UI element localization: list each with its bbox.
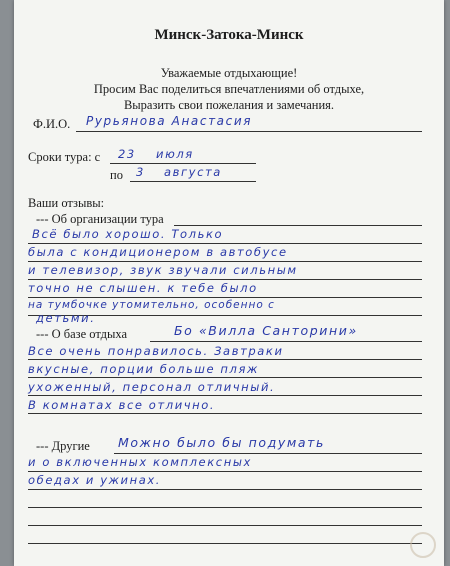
greeting: Уважаемые отдыхающие!	[160, 66, 298, 80]
org-text-line: и телевизор, звук звучали сильным	[28, 263, 298, 277]
request-line-2: Выразить свои пожелания и замечания.	[123, 98, 335, 112]
date-to-month: августа	[164, 165, 222, 179]
fio-line	[76, 131, 422, 132]
other-text-line: обедах и ужинах.	[28, 473, 162, 487]
other-line-3	[28, 507, 422, 508]
org-section-label: --- Об организации тура	[36, 212, 164, 226]
other-text-first: Можно было бы подумать	[118, 435, 326, 450]
base-line-0	[150, 341, 422, 342]
org-line-4	[28, 297, 422, 298]
org-text-line: была с кондиционером в автобусе	[28, 245, 288, 259]
base-text-line: В комнатах все отлично.	[28, 398, 216, 412]
date-to-day: 3	[136, 165, 145, 179]
org-text-line: Всё было хорошо. Только	[32, 227, 224, 241]
base-section-label: --- О базе отдыха	[36, 327, 128, 341]
other-line-4	[28, 525, 422, 526]
request-line-1: Просим Вас поделиться впечатлениями об отдыхе,	[93, 82, 365, 96]
form-title: Минск-Затока-Минск	[154, 27, 304, 43]
org-text-line: точно не слышен. к тебе было	[28, 281, 258, 295]
other-line-5	[28, 543, 422, 544]
other-line-0	[114, 453, 422, 454]
other-text-line: и о включенных комплексных	[28, 455, 252, 469]
base-line-3	[28, 395, 422, 396]
date-from-line	[110, 163, 256, 164]
base-line-2	[28, 377, 422, 378]
fio-handwriting: Рурьянова Анастасия	[86, 114, 253, 128]
other-line-2	[28, 489, 422, 490]
feedback-form-page	[14, 0, 444, 566]
fio-label: Ф.И.О.	[33, 117, 71, 131]
reviews-label: Ваши отзывы:	[28, 196, 105, 210]
base-line-1	[28, 359, 422, 360]
org-line-3	[28, 279, 422, 280]
base-line-4	[28, 413, 422, 414]
base-text-line: вкусные, порции больше пляж	[28, 362, 259, 376]
base-text-first: Бо «Вилла Санторини»	[174, 323, 358, 338]
date-from-day: 23	[118, 147, 136, 161]
date-to-line	[130, 181, 256, 182]
org-text-line: детьми.	[36, 311, 96, 325]
org-line-0	[174, 225, 422, 226]
other-section-label: --- Другие	[36, 439, 90, 453]
base-text-line: ухоженный, персонал отличный.	[28, 380, 276, 394]
org-line-1	[28, 243, 422, 244]
base-text-line: Все очень понравилось. Завтраки	[28, 344, 284, 358]
org-line-2	[28, 261, 422, 262]
org-text-line: на тумбочке утомительно, особенно с	[28, 299, 275, 311]
watermark-icon	[410, 532, 436, 558]
date-from-month: июля	[156, 147, 194, 161]
dates-label: Сроки тура: с	[28, 150, 101, 164]
other-line-1	[28, 471, 422, 472]
dates-to-label: по	[110, 168, 123, 182]
